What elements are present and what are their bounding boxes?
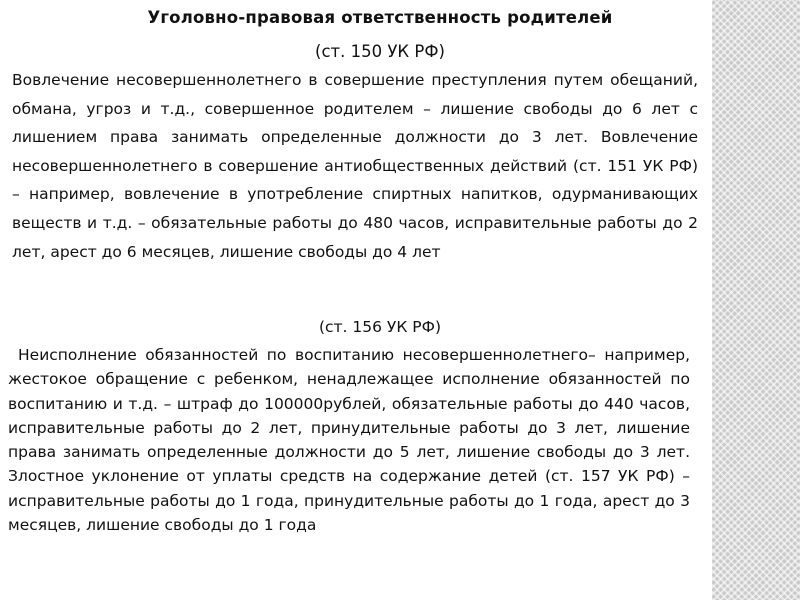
article-150-text: Вовлечение несовершеннолетнего в совершение преступления путем обещаний, обмана, угроз и т.д., совершенное родителем – лишение свободы до 6 лет с лишением права занимать определенные должности до 3 лет. Вовлечение несовершеннолетнего в совершение антиобщественных действий (ст. 151 УК РФ) – например, вовлечение в употребление спиртных напитков, одурманивающих веществ и т.д. – обязательные работы до 480 часов, исправительные работы до 2 лет, арест до 6 месяцев, лишение свободы до 4 лет (12, 71, 698, 261)
article-150-heading: (ст. 150 УК РФ) (315, 42, 445, 61)
article-156-heading: (ст. 156 УК РФ) (318, 318, 442, 336)
article-156-text: Неисполнение обязанностей по воспитанию несовершеннолетнего– например, жестокое обращение с ребенком, ненадлежащее исполнение обязанностей по воспитанию и т.д. – штраф до 100000рублей, обязательные работы до 440 часов, исправительные работы до 2 лет, принудительные работы до 3 лет, лишение права занимать определенные должности до 5 лет, лишение свободы до 3 лет. Злостное уклонение от уплаты средств на содержание детей (ст. 157 УК РФ) – исправительные работы до 1 года, принудительные работы до 1 года, арест до 3 месяцев, лишение свободы до 1 года (8, 346, 690, 535)
slide-title: Уголовно-правовая ответственность родителей (147, 8, 613, 27)
decorative-side-band (712, 0, 800, 600)
